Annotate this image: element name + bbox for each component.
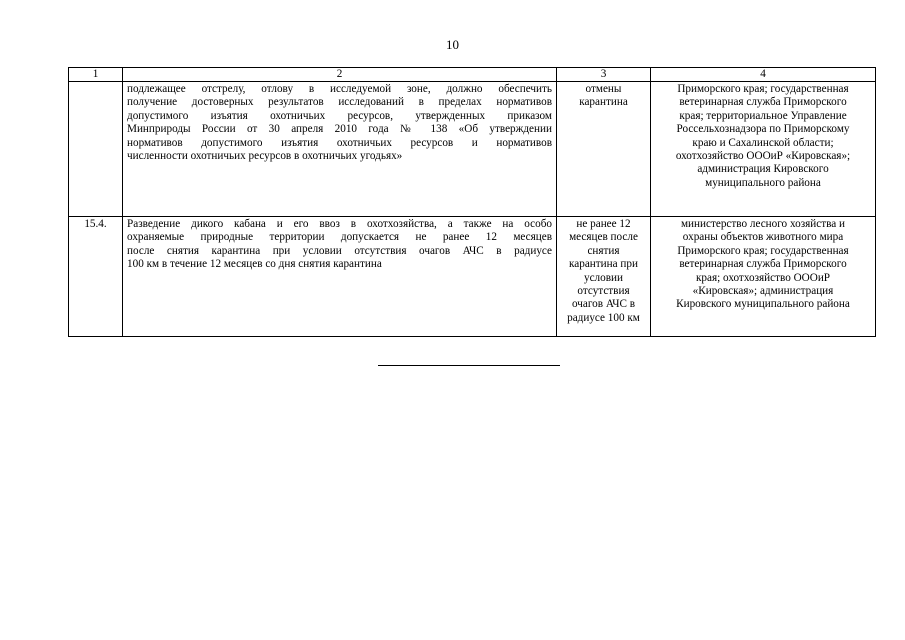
page-number: 10 [446,37,459,52]
responsible-cell [651,82,876,217]
responsible-line: Приморского края; государственная [677,83,849,95]
responsible-line: администрация Кировского [697,163,829,176]
responsible-line: Россельхознадзора по Приморскому [676,123,850,136]
text-line: Минприроды России от 30 апреля 2010 года № 138 «Об утверждении [127,123,552,136]
deadline-cell [557,82,651,217]
table-row [69,82,876,217]
responsible-line: ветеринарная служба Приморского [679,258,847,271]
responsible-line: министерство лесного хозяйства и [680,218,846,230]
text-line: получение достоверных результатов исследований в пределах нормативов [127,96,552,109]
column-number-header: 1 [69,68,123,82]
text-line: охраняемые природные территории допускается не ранее 12 месяцев [127,231,552,244]
responsible-line: охотхозяйство ОООиР «Кировская»; [675,150,851,163]
text-line: численности охотничьих ресурсов в охотничьих угодьях» [127,150,403,163]
responsible-cell [651,217,876,337]
deadline-line: не ранее 12 [576,218,631,230]
responsible-line: ветеринарная служба Приморского [679,96,847,109]
deadline-line: очагов АЧС в [571,298,636,311]
responsible-line: муниципального района [705,176,821,189]
responsible-line: края; охотхозяйство ОООиР [695,271,831,284]
deadline-line: снятия [587,244,620,257]
responsible-line: Кировского муниципального района [676,298,850,311]
column-number-header: 2 [123,68,557,82]
responsible-line: Приморского края; государственная [677,244,849,257]
row-number-cell: 15.4. [69,217,123,337]
measure-text-cell [123,82,557,217]
text-line: нормативов допустимого изъятия охотничьих ресурсов и нормативов [127,136,552,149]
text-line: допустимого изъятия охотничьих ресурсов, утвержденных приказом [127,109,552,122]
deadline-line: месяцев после [569,231,638,244]
deadline-cell [557,217,651,337]
responsible-line: «Кировская»; администрация [692,285,834,298]
deadline-line: отсутствия [577,285,630,298]
table-header-row [69,68,876,82]
column-number-header: 4 [651,68,876,82]
end-divider-line [378,365,560,366]
document-table [68,67,876,337]
table-row [69,217,876,337]
responsible-line: края; территориальное Управление [679,109,847,122]
responsible-line: охраны объектов животного мира [682,231,844,244]
deadline-line: радиусе 100 км [567,311,640,324]
deadline-line: карантина [579,96,628,109]
text-line: подлежащее отстрелу, отлову в исследуемой зоне, должно обеспечить [127,83,552,95]
responsible-line: краю и Сахалинской области; [692,136,834,149]
deadline-line: отмены [585,83,622,95]
measure-text-cell [123,217,557,337]
text-line: после снятия карантина при условии отсутствия очагов АЧС в радиусе [127,244,552,257]
row-number-cell [69,82,123,217]
text-line: Разведение дикого кабана и его ввоз в охотхозяйства, а также на особо [127,218,552,230]
column-number-header: 3 [557,68,651,82]
deadline-line: условии [584,271,623,284]
deadline-line: карантина при [569,258,638,271]
text-line: 100 км в течение 12 месяцев со дня снятия карантина [127,258,382,271]
